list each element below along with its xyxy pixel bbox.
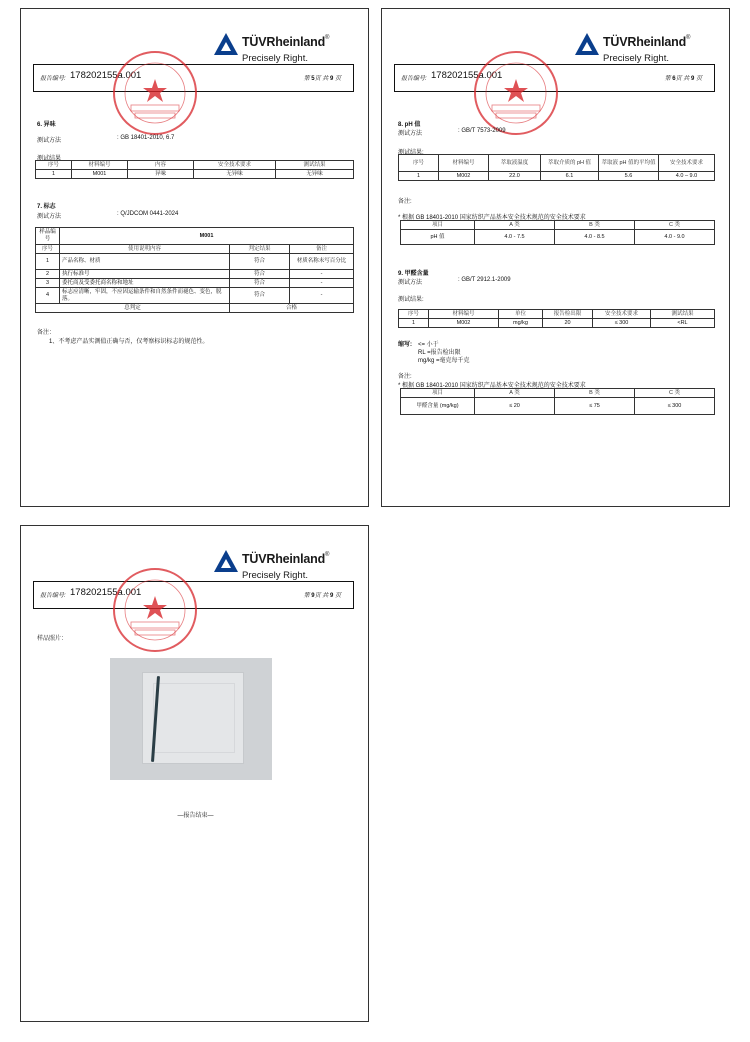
s7-method-label: 测试方法 <box>37 214 62 220</box>
brand-name: TÜVRheinland® <box>242 35 330 49</box>
inspection-stamp-icon <box>111 566 199 654</box>
table-row: 1 M002 22.0 6.1 5.6 4.0 – 9.0 <box>399 172 715 181</box>
table-row: 3 委托商及受委托商名称和地址 符合 - <box>36 279 354 288</box>
brand-name: TÜVRheinland® <box>603 35 691 49</box>
s6-method-value: : GB 18401-2010, 6.7 <box>117 135 175 141</box>
table-header-row: 序号 材料编号 内容 安全技术要求 测试结果 <box>36 161 354 170</box>
brand-slogan: Precisely Right. <box>242 53 308 64</box>
s8-note: * 根据 GB 18401-2010 国家纺织产品基本安全技术规范的安全技术要求 <box>398 215 586 221</box>
table-header-row: 项目 A 类 B 类 C 类 <box>401 221 715 230</box>
remark-label: 备注： <box>37 330 56 336</box>
s9-note: * 根据 GB 18401-2010 国家纺织产品基本安全技术规范的安全技术要求 <box>398 383 586 389</box>
inspection-stamp-icon <box>111 49 199 137</box>
remark-text: 1、不考虑产品实测值正确与否，仅考察标识标志的规范性。 <box>49 339 209 345</box>
report-number: 178202155a.001 <box>70 587 142 598</box>
s8-requirement-table <box>400 220 715 245</box>
s8-method-label: 测试方法 <box>398 131 423 137</box>
table-header-row: 序号 材料编号 单位 报告检出限 安全技术要求 测试结果 <box>399 310 715 319</box>
table-row: 甲醛含量 (mg/kg) ≤ 20 ≤ 75 ≤ 300 <box>401 398 715 415</box>
photo-label: 样品照片： <box>37 636 68 642</box>
table-row: 1 M002 mg/kg 20 ≤ 300 <RL <box>399 319 715 328</box>
table-header-row: 序号 材料编号 萃取液温度 萃取介质的 pH 值 萃取液 pH 值的平均值 安全技术要求 <box>399 155 715 172</box>
section-6-title: 6. 异味 <box>37 122 56 128</box>
s6-method-label: 测试方法 <box>37 138 62 144</box>
s8-result-table <box>398 154 715 181</box>
summary-row: 总判定 合格 <box>36 304 354 313</box>
page-indicator: 第 9页 共 9 页 <box>303 593 341 599</box>
report-page-9 <box>20 525 369 1022</box>
s8-remark-label: 备注: <box>398 199 412 205</box>
sample-photo <box>110 658 272 780</box>
tuv-triangle-icon <box>575 33 599 55</box>
report-end-text: —报告结束— <box>177 813 214 819</box>
tuv-triangle-icon <box>214 33 238 55</box>
table-row: 1 产品名称、材质 符合 材质名称未写百分比 <box>36 254 354 270</box>
table-row: 1 M001 异味 无异味 无异味 <box>36 170 354 179</box>
s9-remark-label: 备注: <box>398 374 412 380</box>
section-7-title: 7. 标志 <box>37 204 56 210</box>
s7-method-value: : Q/JDCOM 0441-2024 <box>117 211 179 217</box>
s8-result-label: 测试结果: <box>398 150 424 156</box>
s9-method-value: : GB/T 2912.1-2009 <box>458 277 511 283</box>
brand-slogan: Precisely Right. <box>242 570 308 581</box>
s9-abbr-line: mg/kg =毫克每千克 <box>418 358 470 364</box>
sample-row: 样品编号 M001 <box>36 228 354 245</box>
table-row: 2 执行标准号 符合 - <box>36 270 354 279</box>
table-row: 4 标志应清晰，牢固，不应因运输条件和自然条件而褪色、变色，脱落。 符合 - <box>36 288 354 304</box>
report-number-label: 报告编号: <box>401 76 427 82</box>
report-page-6 <box>381 8 730 507</box>
page-indicator: 第 6页 共 9 页 <box>664 76 702 82</box>
inspection-stamp-icon <box>472 49 560 137</box>
s6-result-label: 测试结果 <box>37 156 62 162</box>
section-9-title: 9. 甲醛含量 <box>398 271 429 277</box>
brand-name: TÜVRheinland® <box>242 552 330 566</box>
report-number: 178202155a.001 <box>70 70 142 81</box>
s7-label-table <box>35 227 354 313</box>
tuv-triangle-icon <box>214 550 238 572</box>
table-header-row: 序号 使用说明内容 判定结果 备注 <box>36 245 354 254</box>
report-number: 178202155a.001 <box>431 70 503 81</box>
s9-requirement-table <box>400 388 715 415</box>
s9-abbr-label: 缩写: <box>398 342 412 348</box>
report-page-5 <box>20 8 369 507</box>
s9-method-label: 测试方法 <box>398 280 423 286</box>
brand-slogan: Precisely Right. <box>603 53 669 64</box>
s8-method-value: : GB/T 7573-2009 <box>458 128 506 134</box>
s9-abbr-line: <= 小于 <box>418 342 439 348</box>
report-number-label: 报告编号: <box>40 593 66 599</box>
table-header-row: 项目 A 类 B 类 C 类 <box>401 389 715 398</box>
section-8-title: 8. pH 值 <box>398 122 421 128</box>
report-number-label: 报告编号: <box>40 76 66 82</box>
page-indicator: 第 5页 共 9 页 <box>303 76 341 82</box>
s9-abbr-line: RL =报告检出限 <box>418 350 461 356</box>
s6-result-table <box>35 160 354 179</box>
s9-result-table <box>398 309 715 328</box>
table-row: pH 值 4.0 - 7.5 4.0 - 8.5 4.0 - 9.0 <box>401 230 715 245</box>
s9-result-label: 测试结果: <box>398 297 424 303</box>
